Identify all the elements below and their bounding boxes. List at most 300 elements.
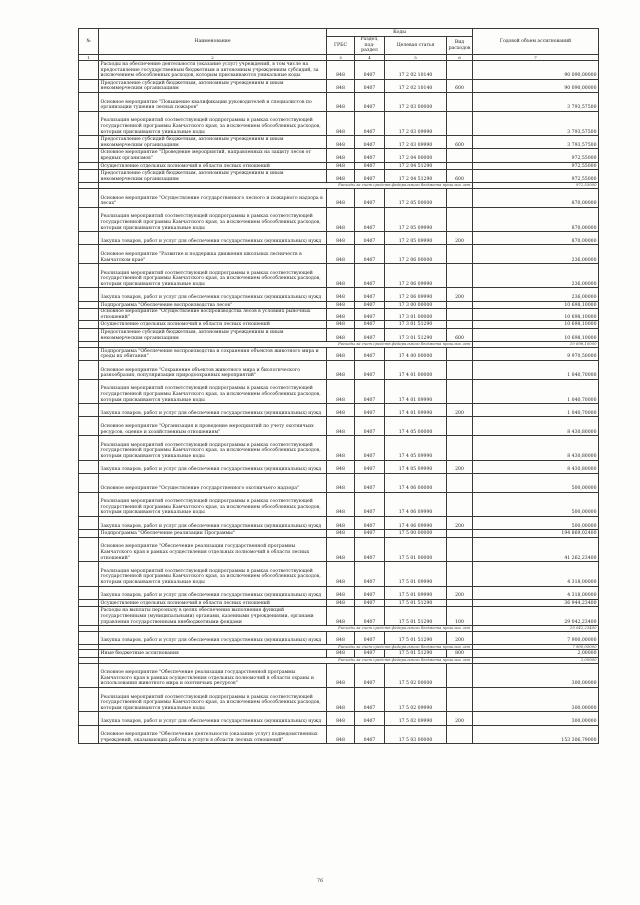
row-csr: 17 4 05 00000 [385,417,447,436]
table-row [79,688,599,712]
row-name: Основное мероприятие "Обеспечение деятельности (оказание услуг) подведомственных учреждений, оказывающих работы и услуги в области лесных отношений" [99,725,327,744]
row-vr [447,473,473,492]
row-razdel: 0407 [355,111,385,135]
row-vr: 200 [447,404,473,417]
row-grbs: 848 [327,663,355,687]
row-sum: 1 040,70000 [473,404,599,417]
subrow-note: Расходы за счет средств федерального бюджета прошлых лет [99,644,473,650]
subrow-note: Расходы за счет средств федерального бюджета прошлых лет [99,658,473,664]
row-grbs: 848 [327,347,355,360]
row-grbs: 848 [327,631,355,644]
table-row [79,162,599,170]
row-vr [447,301,473,309]
row-csr: 17 2 04 51290 [385,162,447,170]
row-name: Реализация мероприятий соответствующей подпрограммы в рамках соответствующей государственной программы Камчатского края, за исключением обособленных расходов, которым присваиваются уникальные коды [99,264,327,288]
row-vr: 800 [447,650,473,658]
row-num-cell [79,562,99,586]
row-sum: 10 698,10000 [473,309,599,321]
row-csr: 17 4 01 09990 [385,404,447,417]
row-razdel: 0407 [355,562,385,586]
table-row [79,309,599,321]
row-vr: 200 [447,586,473,599]
row-name: Основное мероприятие "Проведение мероприятий, направленных на защиту лесов от вредных организмов" [99,149,327,162]
row-vr: 200 [447,712,473,725]
row-sum: 300,00000 [473,688,599,712]
row-name: Реализация мероприятий соответствующей подпрограммы в рамках соответствующей государственной программы Камчатского края, за исключением обособленных расходов, которым присваиваются уникальные коды [99,688,327,712]
row-sum: 36 944,23400 [473,599,599,607]
row-vr [447,688,473,712]
row-vr [447,92,473,111]
row-razdel: 0407 [355,301,385,309]
row-csr: 17 2 03 09990 [385,111,447,135]
row-sum: 7 900,00000 [473,631,599,644]
row-num-cell [79,663,99,687]
row-razdel: 0407 [355,170,385,183]
row-razdel: 0407 [355,725,385,744]
table-row [79,232,599,245]
col-num: 7 [473,55,599,61]
row-num-cell [79,417,99,436]
col-num: 2 [99,55,327,61]
row-grbs: 848 [327,61,355,80]
row-sum: 29 042,23400 [473,607,599,626]
row-name: Закупка товаров, работ и услуг для обеспечения государственных (муниципальных) нужд [99,404,327,417]
table-row [79,537,599,561]
row-vr [447,417,473,436]
row-name: Основное мероприятие "Развитие и поддержка движения школьных лесничеств в Камчатском крае" [99,245,327,264]
row-name: Подпрограмма "Обеспечение реализации Программы" [99,530,327,538]
row-name: Закупка товаров, работ и услуг для обеспечения государственных (муниципальных) нужд [99,712,327,725]
row-sum: 3 793,57500 [473,92,599,111]
budget-table [78,28,599,744]
subrow-note: Расходы за счет средств федерального бюджета прошлых лет [99,183,473,189]
row-vr [447,188,473,207]
row-sum: 500,00000 [473,516,599,529]
row-sum: 2,00000 [473,650,599,658]
col-num: 1 [79,55,99,61]
table-row [79,516,599,529]
header-vr: Вид расходов [447,37,473,55]
row-razdel: 0407 [355,329,385,342]
table-row [79,473,599,492]
row-sum: 90 090,00000 [473,79,599,92]
row-vr [447,245,473,264]
row-vr [447,162,473,170]
row-csr: 17 4 06 09990 [385,516,447,529]
row-grbs: 848 [327,516,355,529]
table-row [79,650,599,658]
row-sum: 9 970,50000 [473,347,599,360]
table-row [79,347,599,360]
row-csr: 17 4 05 09990 [385,436,447,460]
subrow-sum: 2,00000 [473,658,599,664]
row-sum: 870,00000 [473,188,599,207]
row-csr: 17 5 01 51290 [385,650,447,658]
row-name: Закупка товаров, работ и услуг для обеспечения государственных (муниципальных) нужд [99,460,327,473]
header-num: № [79,29,99,55]
row-grbs: 848 [327,207,355,231]
row-razdel: 0407 [355,650,385,658]
row-num-cell [79,170,99,183]
row-razdel: 0407 [355,379,385,403]
row-razdel: 0407 [355,436,385,460]
row-grbs: 848 [327,301,355,309]
table-row [79,492,599,516]
row-num-cell [79,288,99,301]
row-name: Основное мероприятие "Обеспечение реализации государственной программы Камчатского края в рамках осуществления отдельных полномочий в области охраны и использования животного мира и охотничьих ресурсов" [99,663,327,687]
row-vr: 200 [447,232,473,245]
col-num: 5 [385,55,447,61]
row-csr: 17 2 02 10140 [385,61,447,80]
row-num-cell [79,607,99,626]
row-csr: 17 4 01 09990 [385,379,447,403]
table-row [79,92,599,111]
row-razdel: 0407 [355,309,385,321]
row-sum: 236,00000 [473,245,599,264]
row-vr: 100 [447,607,473,626]
row-num-cell [79,309,99,321]
row-name: Реализация мероприятий соответствующей подпрограммы в рамках соответствующей государственной программы Камчатского края, за исключением обособленных расходов, которым присваиваются уникальные коды [99,492,327,516]
row-name: Закупка товаров, работ и услуг для обеспечения государственных (муниципальных) нужд [99,586,327,599]
table-row [79,436,599,460]
row-csr: 17 2 06 00000 [385,245,447,264]
row-sum: 870,00000 [473,207,599,231]
row-razdel: 0407 [355,492,385,516]
row-grbs: 848 [327,149,355,162]
table-row [79,663,599,687]
row-csr: 17 5 01 09990 [385,562,447,586]
row-name: Предоставление субсидий бюджетным, автономным учреждениям и иным некоммерческим организациям [99,79,327,92]
row-sum: 194 869,02400 [473,530,599,538]
row-grbs: 848 [327,329,355,342]
row-name: Предоставление субсидий бюджетным, автономным учреждениям и иным некоммерческим организациям [99,170,327,183]
row-grbs: 848 [327,530,355,538]
table-row [79,404,599,417]
row-num-cell [79,460,99,473]
table-row [79,321,599,329]
table-row [79,712,599,725]
row-csr: 17 3 01 51290 [385,321,447,329]
row-vr [447,207,473,231]
row-grbs: 848 [327,245,355,264]
row-csr: 17 5 01 51290 [385,607,447,626]
row-vr [447,436,473,460]
row-razdel: 0407 [355,516,385,529]
row-grbs: 848 [327,170,355,183]
row-num-cell [79,245,99,264]
table-header [79,29,599,61]
row-csr: 17 2 05 09990 [385,207,447,231]
row-name: Предоставление субсидий бюджетным, автономным учреждениям и иным некоммерческим организациям [99,136,327,149]
row-grbs: 848 [327,232,355,245]
row-csr: 17 2 05 00000 [385,188,447,207]
row-csr: 17 2 02 10140 [385,79,447,92]
header-name: Наименование [99,29,327,55]
row-razdel: 0407 [355,79,385,92]
row-num-cell [79,516,99,529]
row-razdel: 0407 [355,188,385,207]
row-num-cell [79,61,99,80]
row-razdel: 0407 [355,586,385,599]
row-name: Реализация мероприятий соответствующей подпрограммы в рамках соответствующей государственной программы Камчатского края, за исключением обособленных расходов, которым присваиваются уникальные коды [99,436,327,460]
row-grbs: 848 [327,264,355,288]
row-name: Основное мероприятие "Обеспечение реализации государственной программы Камчатского края в рамках осуществления отдельных полномочий в области лесных отношений" [99,537,327,561]
row-name: Основное мероприятие "Повышение квалификации руководителей и специалистов по организации тушения лесных пожаров" [99,92,327,111]
table-row [79,245,599,264]
row-vr [447,599,473,607]
row-grbs: 848 [327,492,355,516]
row-sum: 500,00000 [473,473,599,492]
table-row [79,562,599,586]
subrow-sum: 10 698,10000 [473,342,599,348]
row-grbs: 848 [327,288,355,301]
row-grbs: 848 [327,379,355,403]
table-row [79,631,599,644]
table-row [79,725,599,744]
row-razdel: 0407 [355,347,385,360]
row-razdel: 0407 [355,530,385,538]
table-row [79,586,599,599]
row-csr: 17 5 01 09990 [385,586,447,599]
row-razdel: 0407 [355,473,385,492]
row-csr: 17 5 02 09990 [385,688,447,712]
row-razdel: 0407 [355,361,385,380]
row-num-cell [79,712,99,725]
row-name: Предоставление субсидий бюджетным, автономным учреждениям и иным некоммерческим организациям [99,329,327,342]
table-body [79,61,599,744]
row-vr: 600 [447,170,473,183]
row-sum: 10 698,10000 [473,321,599,329]
row-csr: 17 5 01 51290 [385,631,447,644]
row-sum: 3 793,57500 [473,136,599,149]
row-razdel: 0407 [355,149,385,162]
row-sum: 10 698,10000 [473,329,599,342]
table-row [79,530,599,538]
row-name: Осуществление отдельных полномочий в области лесных отношений [99,162,327,170]
row-num-cell [79,264,99,288]
table-row [79,329,599,342]
row-razdel: 0407 [355,288,385,301]
table-row [79,61,599,80]
subrow-note: Расходы за счет средств федерального бюджета прошлых лет [99,342,473,348]
row-razdel: 0407 [355,136,385,149]
row-sum: 153 306,79000 [473,725,599,744]
row-vr [447,562,473,586]
row-num-cell [79,599,99,607]
row-sum: 870,00000 [473,232,599,245]
page-number: 76 [316,878,324,884]
row-sum: 90 090,00000 [473,61,599,80]
table-row [79,301,599,309]
row-num-cell [79,537,99,561]
row-name: Осуществление отдельных полномочий в области лесных отношений [99,599,327,607]
row-razdel: 0407 [355,712,385,725]
row-num-cell [79,688,99,712]
row-csr: 17 2 03 00000 [385,92,447,111]
row-sum: 8 430,80000 [473,417,599,436]
row-razdel: 0407 [355,321,385,329]
row-grbs: 848 [327,361,355,380]
row-num-cell [79,631,99,644]
row-razdel: 0407 [355,688,385,712]
row-vr [447,663,473,687]
row-grbs: 848 [327,607,355,626]
row-num-cell [79,92,99,111]
row-grbs: 848 [327,92,355,111]
row-razdel: 0407 [355,460,385,473]
row-grbs: 848 [327,188,355,207]
row-sum: 972,55000 [473,170,599,183]
row-name: Осуществление отдельных полномочий в области лесных отношений [99,321,327,329]
row-name: Реализация мероприятий соответствующей подпрограммы в рамках соответствующей государственной программы Камчатского края, за исключением обособленных расходов, которым присваиваются уникальные коды [99,379,327,403]
table-row [79,599,599,607]
col-num: 4 [355,55,385,61]
row-num-cell [79,436,99,460]
row-grbs: 848 [327,537,355,561]
subrow-sum: 972,55000 [473,183,599,189]
row-sum: 972,55000 [473,149,599,162]
row-csr: 17 5 02 09990 [385,712,447,725]
row-razdel: 0407 [355,417,385,436]
row-num-cell [79,232,99,245]
row-csr: 17 2 06 09990 [385,264,447,288]
row-grbs: 848 [327,404,355,417]
row-sum: 4 318,00000 [473,562,599,586]
row-name: Закупка товаров, работ и услуг для обеспечения государственных (муниципальных) нужд [99,516,327,529]
row-razdel: 0407 [355,663,385,687]
row-grbs: 848 [327,688,355,712]
row-razdel: 0407 [355,599,385,607]
table-row [79,379,599,403]
row-vr: 200 [447,631,473,644]
row-grbs: 848 [327,562,355,586]
row-vr [447,321,473,329]
header-codes: Коды [327,29,473,37]
row-razdel: 0407 [355,232,385,245]
row-sum: 500,00000 [473,492,599,516]
row-name: Основное мероприятие "Сохранение объектов животного мира и биологического разнообразия, популяризация природоохранных мероприятий" [99,361,327,380]
row-csr: 17 2 03 09990 [385,136,447,149]
row-csr: 17 4 05 09990 [385,460,447,473]
row-sum: 8 430,80000 [473,460,599,473]
row-vr [447,309,473,321]
row-name: Подпрограмма "Обеспечение воспроизводства лесов" [99,301,327,309]
row-razdel: 0407 [355,61,385,80]
row-csr: 17 5 03 00000 [385,725,447,744]
row-csr: 17 5 02 00000 [385,663,447,687]
row-name: Основное мероприятие "Организация и проведение мероприятий по учету охотничьих ресурсов, оценке и хозяйственным отношениям" [99,417,327,436]
row-razdel: 0407 [355,404,385,417]
row-name: Реализация мероприятий соответствующей подпрограммы в рамках соответствующей государственной программы Камчатского края, за исключением обособленных расходов, которым присваиваются уникальные коды [99,207,327,231]
row-vr [447,61,473,80]
row-razdel: 0407 [355,162,385,170]
row-num-cell [79,79,99,92]
row-csr: 17 4 06 00000 [385,473,447,492]
row-vr: 200 [447,516,473,529]
row-sum: 236,00000 [473,264,599,288]
row-grbs: 848 [327,136,355,149]
row-name: Реализация мероприятий соответствующей подпрограммы в рамках соответствующей государственной программы Камчатского края, за исключением обособленных расходов, которым присваиваются уникальные коды [99,111,327,135]
row-vr [447,347,473,360]
row-num-cell [79,162,99,170]
subrow-note: Расходы за счет средств федерального бюджета прошлых лет [99,626,473,632]
row-sum: 41 262,23400 [473,537,599,561]
row-csr: 17 4 06 09990 [385,492,447,516]
row-razdel: 0407 [355,245,385,264]
row-vr [447,725,473,744]
row-sum: 1 040,70000 [473,379,599,403]
row-grbs: 848 [327,725,355,744]
row-vr [447,530,473,538]
row-grbs: 848 [327,436,355,460]
row-num-cell [79,650,99,658]
table-row [79,188,599,207]
row-vr [447,537,473,561]
row-num-cell [79,530,99,538]
row-csr: 17 2 05 09990 [385,232,447,245]
row-razdel: 0407 [355,631,385,644]
row-csr: 17 5 01 51290 [385,599,447,607]
row-grbs: 848 [327,79,355,92]
row-num-cell [79,725,99,744]
row-num-cell [79,321,99,329]
table-row [79,460,599,473]
row-num-cell [79,136,99,149]
row-csr: 17 2 06 09990 [385,288,447,301]
row-vr: 200 [447,460,473,473]
row-name: Основное мероприятие "Осуществление государственного лесного и пожарного надзора в лесах" [99,188,327,207]
row-name: Основное мероприятие "Осуществление государственного охотничьего надзора" [99,473,327,492]
row-vr [447,361,473,380]
header-grbs: ГРБС [327,37,355,55]
row-name: Реализация мероприятий соответствующей подпрограммы в рамках соответствующей государственной программы Камчатского края, за исключением обособленных расходов, которым присваиваются уникальные коды [99,562,327,586]
row-razdel: 0407 [355,92,385,111]
row-vr: 600 [447,79,473,92]
row-grbs: 848 [327,111,355,135]
row-grbs: 848 [327,473,355,492]
row-sum: 3 793,57500 [473,111,599,135]
row-name: Закупка товаров, работ и услуг для обеспечения государственных (муниципальных) нужд [99,232,327,245]
row-num-cell [79,207,99,231]
header-razdel: Раздел, под-раздел [355,37,385,55]
row-grbs: 848 [327,417,355,436]
row-vr [447,149,473,162]
row-csr: 17 2 04 51290 [385,170,447,183]
row-num-cell [79,329,99,342]
row-name: Расходы на выплаты персоналу в целях обеспечения выполнения функций государственными (муниципальными) органами, казенными учреждениями, органами управления государственными внебюджетными фондами [99,607,327,626]
row-num-cell [79,404,99,417]
row-sum: 1 040,70000 [473,361,599,380]
row-vr [447,111,473,135]
row-grbs: 848 [327,309,355,321]
subrow-sum: 7 900,00000 [473,644,599,650]
row-sum: 972,55000 [473,162,599,170]
table-row [79,136,599,149]
table-row [79,288,599,301]
row-razdel: 0407 [355,207,385,231]
row-name: Подпрограмма "Обеспечение воспроизводства и сохранения объектов животного мира и среды их обитания" [99,347,327,360]
row-csr: 17 3 01 51290 [385,329,447,342]
row-grbs: 848 [327,460,355,473]
row-vr [447,379,473,403]
header-sum: Годовой объем ассигнований [473,29,599,55]
subrow-sum: 29 042,23400 [473,626,599,632]
row-razdel: 0407 [355,264,385,288]
row-csr: 17 5 00 00000 [385,530,447,538]
col-num: 6 [447,55,473,61]
table-row [79,79,599,92]
row-num-cell [79,586,99,599]
